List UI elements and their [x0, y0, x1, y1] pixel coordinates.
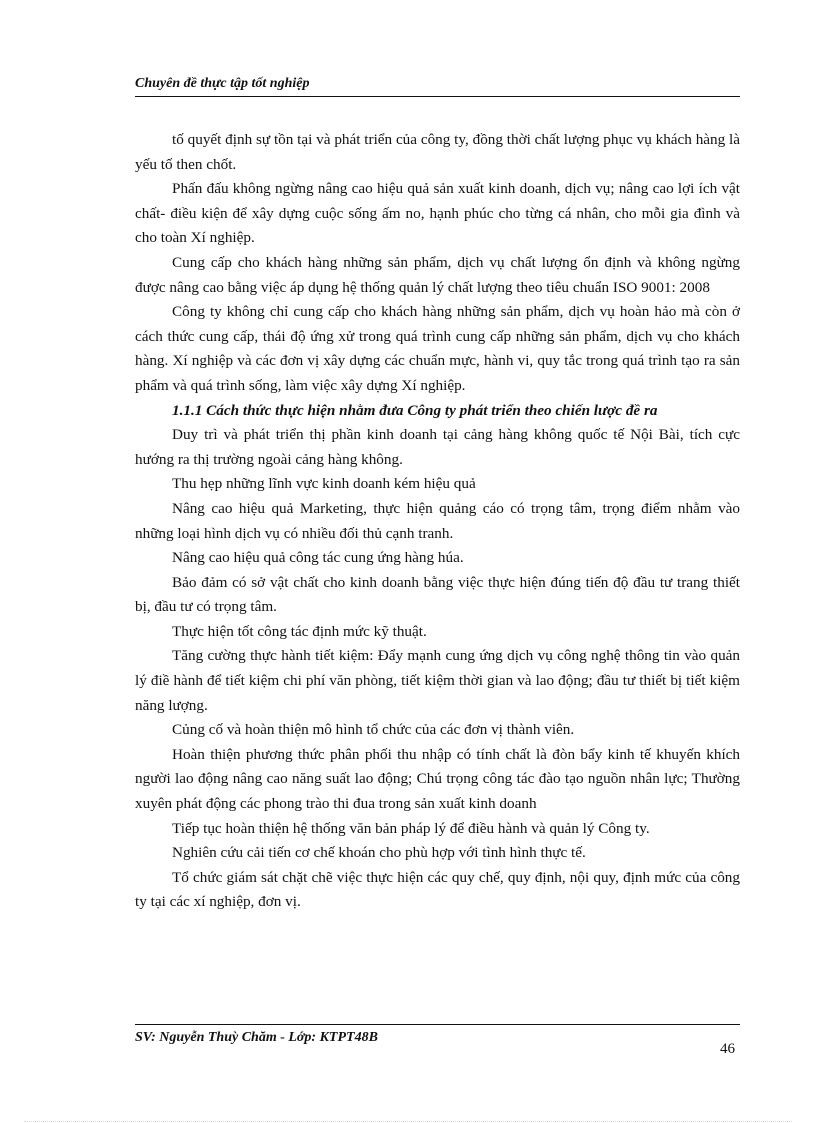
paragraph: Củng cố và hoàn thiện mô hình tổ chức của các đơn vị thành viên. — [172, 721, 575, 739]
paragraph: Hoàn thiện phương thức phân phối thu nhập có tính chất là đòn bẩy kinh tế khuyến khích người lao động nâng cao năng suất lao động; Chú trọng công tác đào tạo nguồn nhân lực; Thường xuyên phát động các phong trào thi đua trong sản xuất kinh doanh — [135, 745, 740, 813]
footer-author-line: SV: Nguyễn Thuỳ Chăm - Lớp: KTPT48B — [135, 1030, 378, 1045]
paragraph: Cung cấp cho khách hàng những sản phẩm, dịch vụ chất lượng ổn định và không ngừng được nâng cao bằng việc áp dụng hệ thống quản lý chất lượng theo tiêu chuẩn ISO 9001: 2008 — [135, 253, 740, 296]
header-divider — [135, 96, 740, 97]
paragraph: Thu hẹp những lĩnh vực kinh doanh kém hiệu quả — [172, 475, 476, 493]
paragraph: Bảo đảm có sở vật chất cho kinh doanh bằng việc thực hiện đúng tiến độ đầu tư trang thiết bị, đầu tư có trọng tâm. — [135, 573, 740, 616]
footer-divider — [135, 1024, 740, 1025]
running-header-title: Chuyên đề thực tập tốt nghiệp — [135, 76, 310, 91]
paragraph: tố quyết định sự tồn tại và phát triển của công ty, đồng thời chất lượng phục vụ khách hàng là yếu tố then chốt. — [135, 131, 740, 173]
paragraph: Công ty không chỉ cung cấp cho khách hàng những sản phẩm, dịch vụ hoàn hảo mà còn ở cách thức cung cấp, thái độ ứng xử trong quá trình cung cấp những sản phẩm, dịch vụ cho khách hàng. Xí nghiệp và các đơn vị xây dựng các chuẩn mực, hành vi, quy tắc trong quá trình tạo ra sản phẩm và quá trình sống, làm việc xây dựng Xí nghiệp. — [135, 303, 740, 394]
page-edge-dotted-line — [24, 1121, 792, 1122]
paragraph: Tăng cường thực hành tiết kiệm: Đẩy mạnh cung ứng dịch vụ công nghệ thông tin vào quản lý điề hành để tiết kiệm chi phí văn phòng, tiết kiệm thời gian và lao động; đầu tư thiết bị tiết kiệm năng lượng. — [135, 647, 740, 714]
paragraph: Tiếp tục hoàn thiện hệ thống văn bản pháp lý để điều hành và quản lý Công ty. — [172, 819, 650, 837]
paragraph: Nghiên cứu cải tiến cơ chế khoán cho phù hợp với tình hình thực tế. — [172, 844, 586, 862]
paragraph: Duy trì và phát triển thị phần kinh doanh tại cảng hàng không quốc tế Nội Bài, tích cực hướng ra thị trường ngoài cảng hàng không. — [135, 426, 740, 468]
paragraph: Nâng cao hiệu quả Marketing, thực hiện quảng cáo có trọng tâm, trọng điểm nhằm vào những loại hình dịch vụ có nhiều đối thủ cạnh tranh. — [135, 499, 740, 542]
page-number: 46 — [720, 1041, 735, 1057]
paragraph: Phấn đấu không ngừng nâng cao hiệu quả sản xuất kinh doanh, dịch vụ; nâng cao lợi ích vật chất- điều kiện để xây dựng cuộc sống ấm no, hạnh phúc cho từng cá nhân, cho mỗi gia đình và cho toàn Xí nghiệp. — [135, 180, 740, 247]
document-body — [135, 128, 740, 915]
paragraph: Tổ chức giám sát chặt chẽ việc thực hiện các quy chế, quy định, nội quy, định mức của công ty tại các xí nghiệp, đơn vị. — [135, 868, 740, 911]
section-heading: 1.1.1 Cách thức thực hiện nhằm đưa Công ty phát triển theo chiến lược đề ra — [172, 401, 658, 419]
paragraph: Nâng cao hiệu quả công tác cung ứng hàng húa. — [172, 549, 464, 567]
paragraph: Thực hiện tốt công tác định mức kỹ thuật. — [172, 622, 427, 640]
